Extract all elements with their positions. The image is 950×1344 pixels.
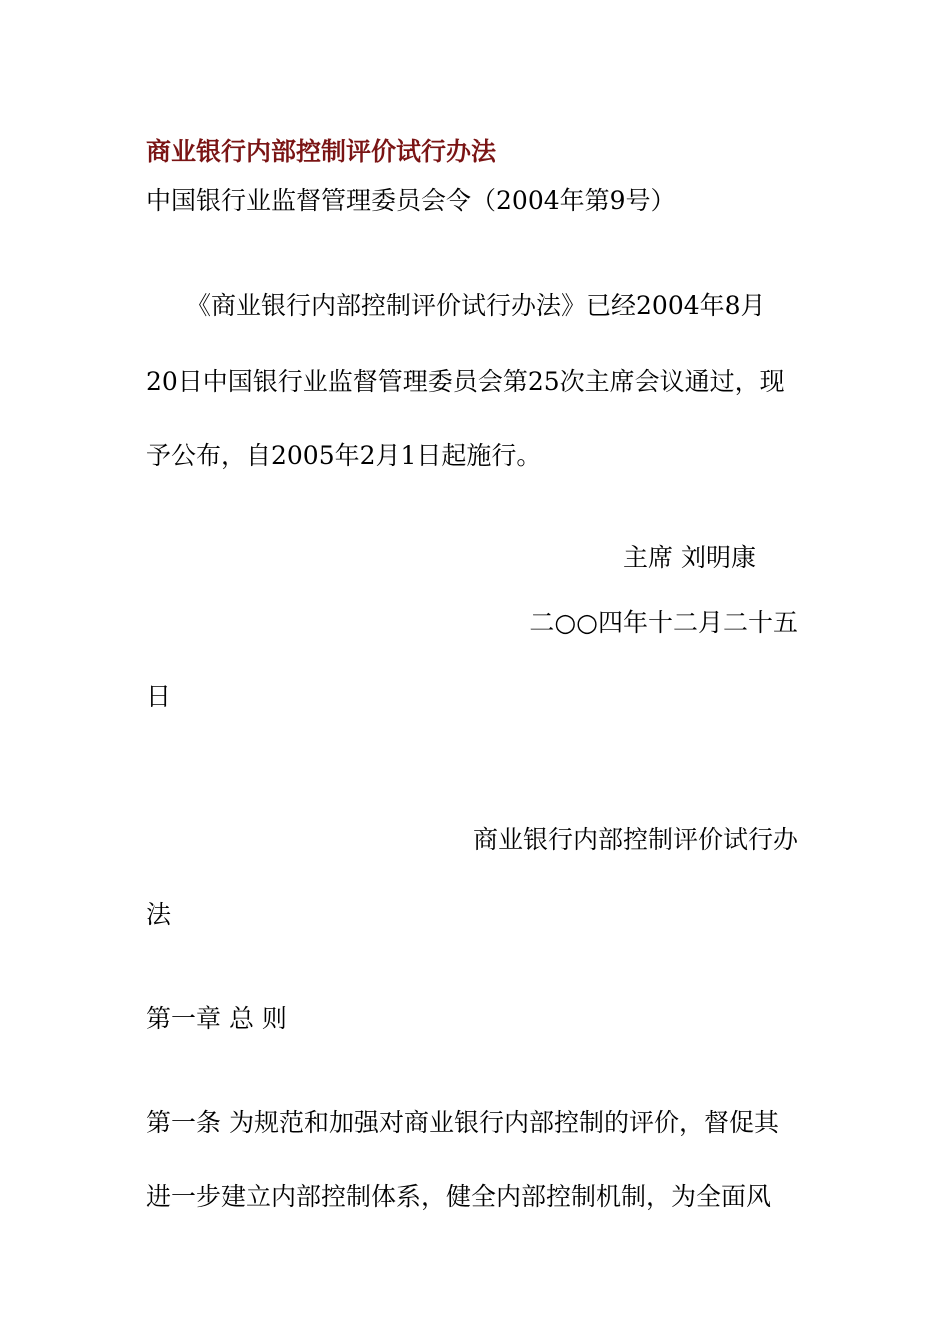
article-1-line-1: 第一条 为规范和加强对商业银行内部控制的评价，督促其 [146,1108,779,1137]
promulgation-line-2: 20日中国银行业监督管理委员会第25次主席会议通过，现 [146,367,785,396]
date-line-2: 日 [146,682,172,711]
date-line-1: 二○○四年十二月二十五 [529,608,798,637]
chapter-heading: 第一章 总 则 [146,1004,287,1033]
promulgation-line-3: 予公布，自2005年2月1日起施行。 [146,441,542,470]
promulgation-line-1: 《商业银行内部控制评价试行办法》已经2004年8月 [186,291,766,320]
order-number: 中国银行业监督管理委员会令（2004年第9号） [146,186,676,215]
article-1-line-2: 进一步建立内部控制体系，健全内部控制机制，为全面风 [146,1182,772,1211]
doc-title-line-1: 商业银行内部控制评价试行办 [472,825,798,854]
signature: 主席 刘明康 [623,543,756,572]
document-title: 商业银行内部控制评价试行办法 [146,137,497,166]
doc-title-line-2: 法 [146,900,172,929]
